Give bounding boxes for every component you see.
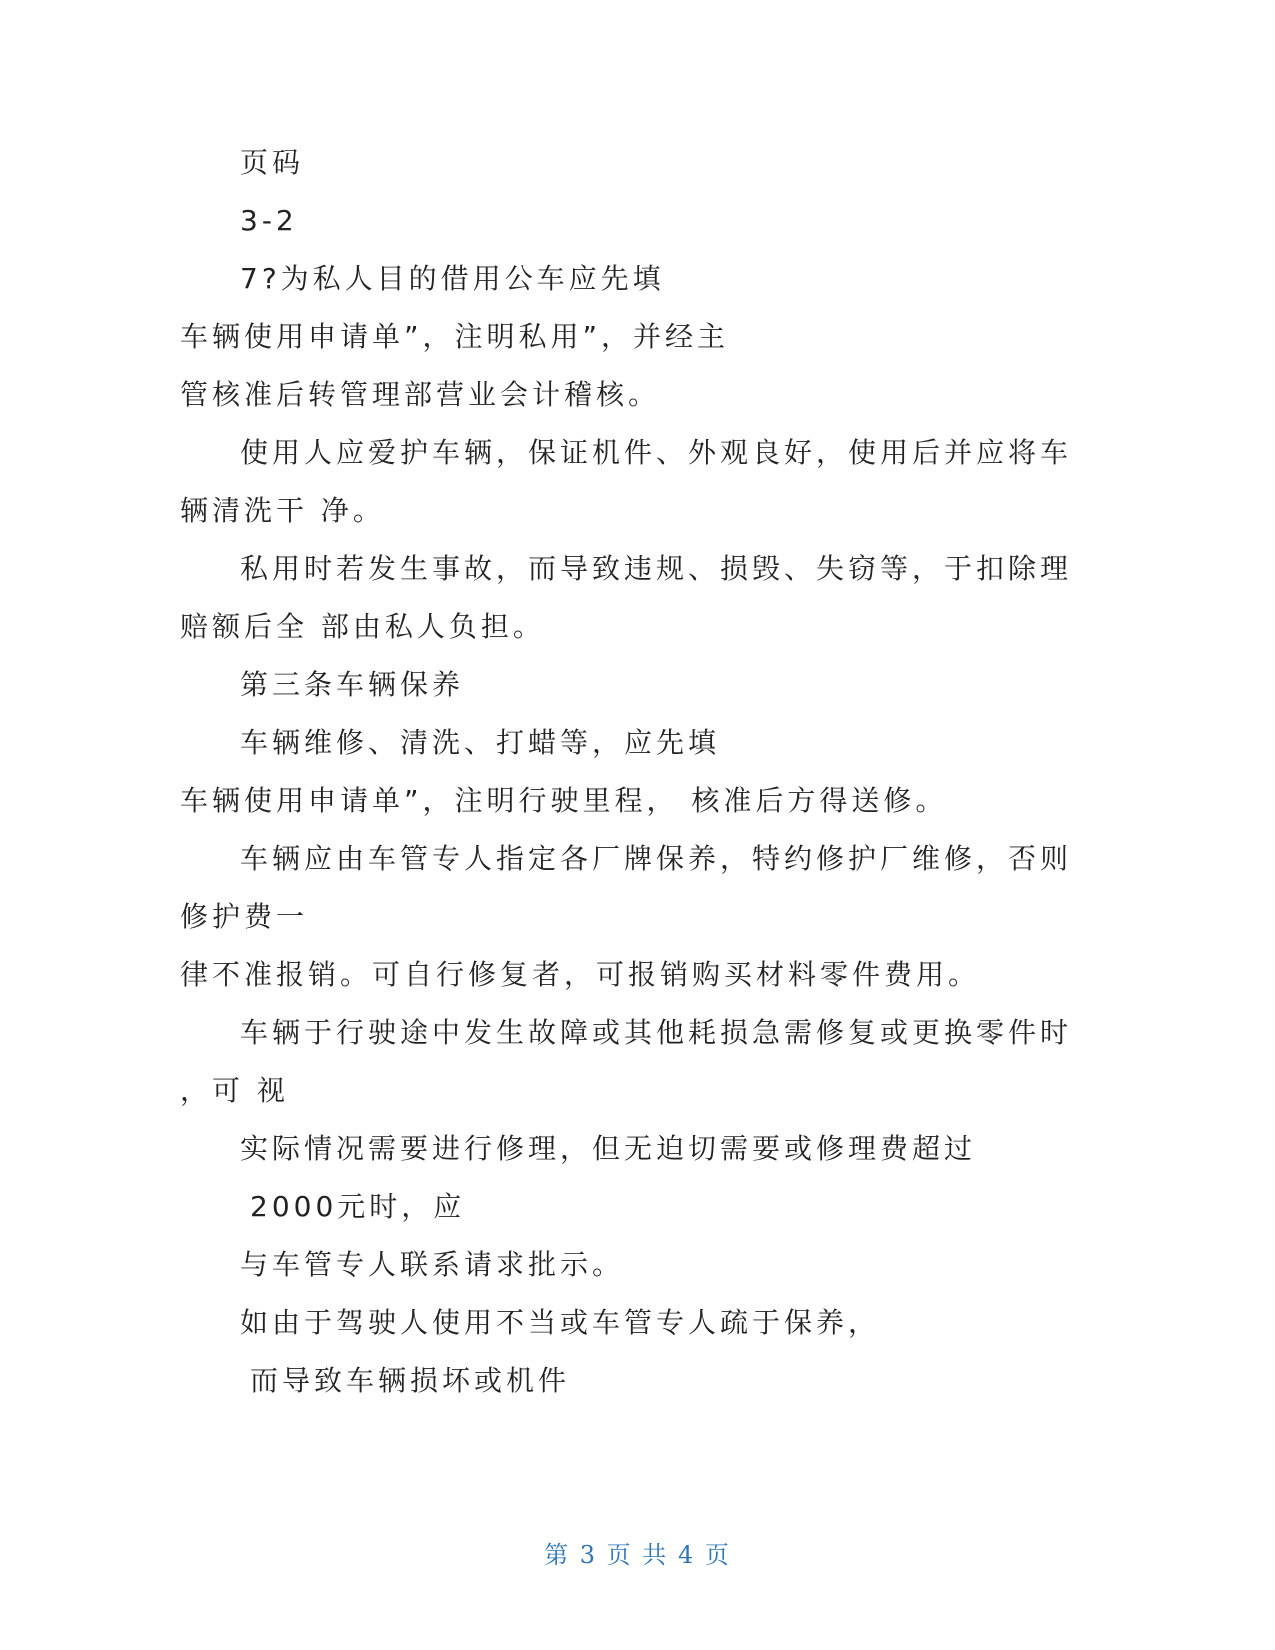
paragraph-line: 修护费一 [180, 900, 309, 933]
paragraph-line: 律不准报销。可自行修复者，可报销购买材料零件费用。 [180, 958, 981, 991]
paragraph-line: 车辆应由车管专人指定各厂牌保养，特约修护厂维修，否则 [240, 842, 1073, 875]
paragraph-line: 2000元时，应 [250, 1190, 466, 1223]
paragraph-line: 而导致车辆损坏或机件 [250, 1364, 571, 1397]
paragraph-line: 车辆使用申请单”，注明行驶里程， 核准后方得送修。 [180, 784, 948, 817]
paragraph-line: 7?为私人目的借用公车应先填 [240, 262, 665, 295]
paragraph-line: 车辆维修、清洗、打蜡等，应先填 [240, 726, 721, 759]
paragraph-line: 管核准后转管理部营业会计稽核。 [180, 378, 661, 411]
paragraph-line: 使用人应爱护车辆，保证机件、外观良好，使用后并应将车 [240, 436, 1073, 469]
paragraph-line: 辆清洗干 净。 [180, 494, 385, 527]
paragraph-line: 私用时若发生事故，而导致违规、损毁、失窃等，于扣除理 [240, 552, 1073, 585]
page-footer-indicator: 第 3 页 共 4 页 [544, 1541, 731, 1569]
paragraph-line: 赔额后全 部由私人负担。 [180, 610, 545, 643]
paragraph-line: 实际情况需要进行修理，但无迫切需要或修理费超过 [240, 1132, 977, 1165]
paragraph-line: 车辆使用申请单”，注明私用”，并经主 [180, 320, 730, 353]
paragraph-line: 与车管专人联系请求批示。 [240, 1248, 625, 1281]
paragraph-line: 如由于驾驶人使用不当或车管专人疏于保养， [240, 1306, 881, 1339]
page-label: 页码 [240, 146, 305, 179]
page-number-text: 3-2 [240, 204, 298, 237]
paragraph-line: 车辆于行驶途中发生故障或其他耗损急需修复或更换零件时 [240, 1016, 1073, 1049]
paragraph-line: ，可 视 [180, 1074, 289, 1107]
section-heading: 第三条车辆保养 [240, 668, 465, 701]
